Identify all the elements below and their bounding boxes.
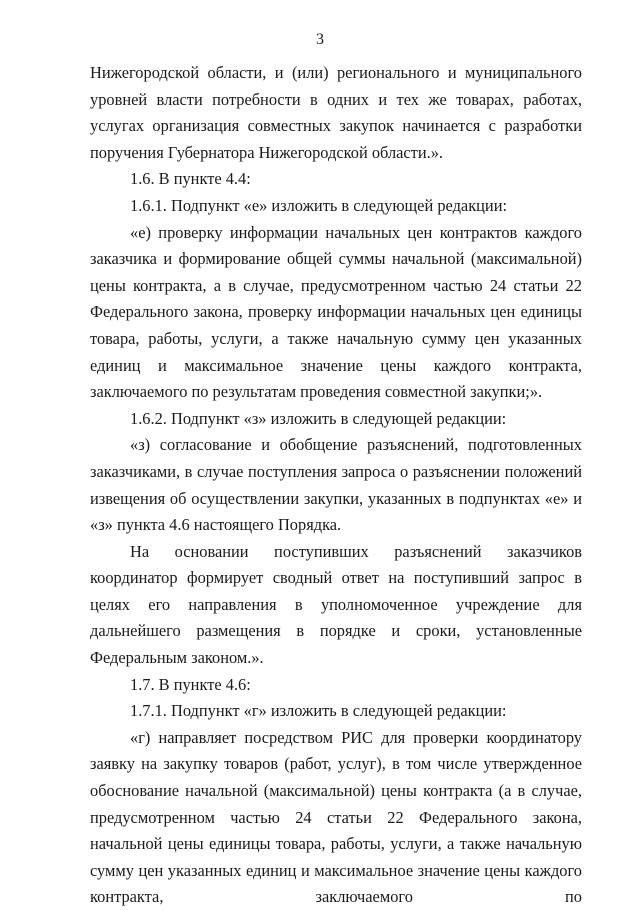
paragraph-subitem-g: «г) направляет посредством РИС для проверки координатору заявку на закупку товаров (работ, услуг), в том числе утвержденное обоснование начальной (максимальной) цены контракта (а в случае, предусмотренном частью 24 статьи 22 Федерального закона, начальной цены единицы товара, работы, услуги, а также начальную сумму цен указанных единиц и максимальное значение цены каждого контракта, заключаемого по (90, 727, 582, 907)
paragraph-continuation: Нижегородской области, и (или) регионального и муниципального уровней власти потребности в одних и тех же товарах, работах, услугах организация совместных закупок начинается с разработки поручения Губернатора Нижегородской области.». (90, 63, 582, 162)
document-body (90, 60, 582, 911)
paragraph-item-1-7: 1.7. В пункте 4.6: (130, 674, 251, 694)
page-number: 3 (316, 31, 324, 48)
paragraph-item-1-6-2: 1.6.2. Подпункт «з» изложить в следующей редакции: (130, 408, 507, 428)
paragraph-subitem-z: «з) согласование и обобщение разъяснений, подготовленных заказчиками, в случае поступления запроса о разъяснении положений извещения об осуществлении закупки, указанных в подпунктах «е» и «з» пункта 4.6 настоящего Порядка. (90, 435, 582, 535)
paragraph-item-1-6-1: 1.6.1. Подпункт «е» изложить в следующей редакции: (130, 195, 508, 215)
paragraph-item-1-7-1: 1.7.1. Подпункт «г» изложить в следующей редакции: (130, 701, 507, 721)
paragraph-coordinator-answer: На основании поступивших разъяснений заказчиков координатор формирует сводный ответ на поступивший запрос в целях его направления в уполномоченное учреждение для дальнейшего размещения в порядке и сроки, установленные Федеральным законом.». (90, 541, 582, 668)
paragraph-item-1-6: 1.6. В пункте 4.4: (130, 169, 251, 189)
paragraph-subitem-e: «е) проверку информации начальных цен контрактов каждого заказчика и формирование общей суммы начальной (максимальной) цены контракта, а в случае, предусмотренном частью 24 статьи 22 Федерального закона, проверку информации начальных цен единицы товара, работы, услуги, а также начальную сумму цен указанных единиц и максимальное значение цены каждого контракта, заключаемого по результатам проведения совместной закупки;». (90, 222, 582, 402)
